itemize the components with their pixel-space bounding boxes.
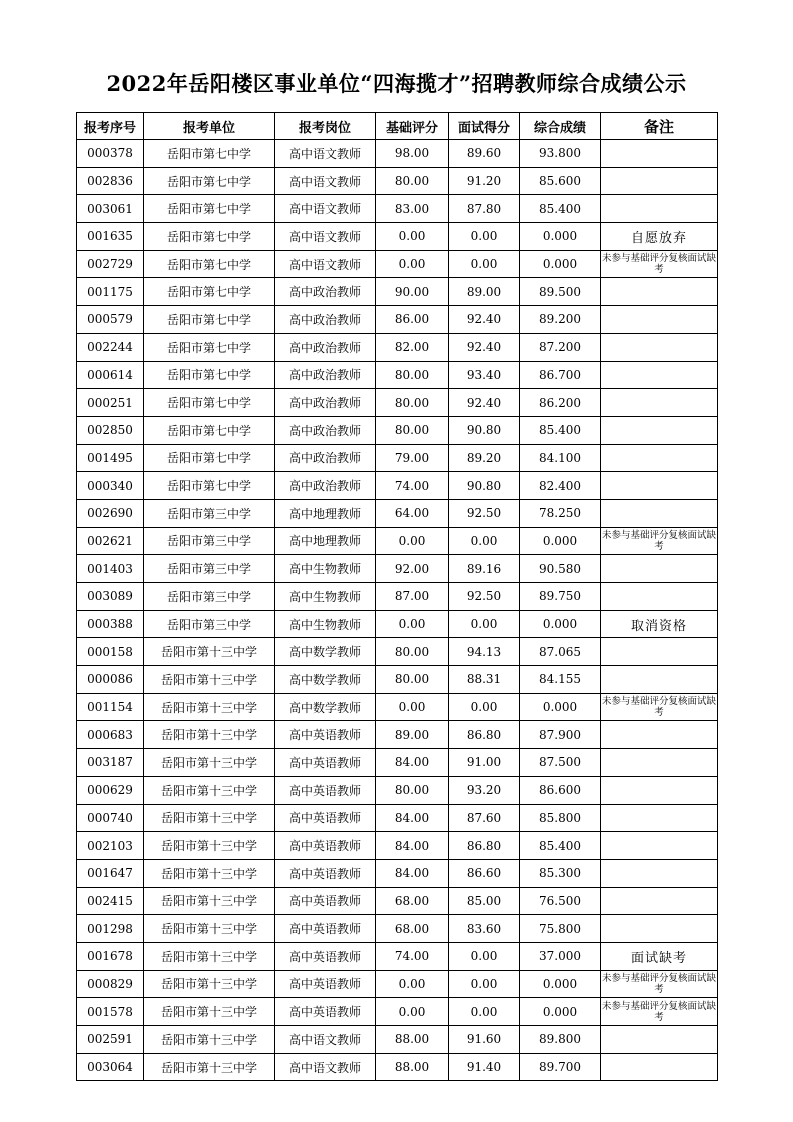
interview-score-cell: 92.50 bbox=[449, 499, 520, 527]
total-score-cell: 37.000 bbox=[520, 942, 601, 970]
base-score-cell: 84.00 bbox=[376, 749, 449, 777]
table-row bbox=[77, 555, 718, 583]
employer-cell: 岳阳市第十三中学 bbox=[144, 998, 275, 1026]
position-cell: 高中英语教师 bbox=[275, 721, 376, 749]
base-score-cell: 0.00 bbox=[376, 610, 449, 638]
total-score-cell: 89.750 bbox=[520, 583, 601, 611]
interview-score-cell: 83.60 bbox=[449, 915, 520, 943]
employer-cell: 岳阳市第三中学 bbox=[144, 555, 275, 583]
table-row bbox=[77, 250, 718, 278]
interview-score-cell: 89.60 bbox=[449, 140, 520, 168]
employer-cell: 岳阳市第十三中学 bbox=[144, 804, 275, 832]
application-no-cell: 002415 bbox=[77, 887, 144, 915]
application-no-cell: 002690 bbox=[77, 499, 144, 527]
application-no-cell: 000251 bbox=[77, 389, 144, 417]
remarks-cell bbox=[601, 444, 718, 472]
position-cell: 高中英语教师 bbox=[275, 887, 376, 915]
application-no-cell: 001678 bbox=[77, 942, 144, 970]
total-score-cell: 86.600 bbox=[520, 776, 601, 804]
header-employer: 报考单位 bbox=[144, 113, 275, 140]
base-score-cell: 88.00 bbox=[376, 1026, 449, 1054]
employer-cell: 岳阳市第十三中学 bbox=[144, 942, 275, 970]
total-score-cell: 90.580 bbox=[520, 555, 601, 583]
base-score-cell: 74.00 bbox=[376, 472, 449, 500]
total-score-cell: 85.300 bbox=[520, 859, 601, 887]
employer-cell: 岳阳市第十三中学 bbox=[144, 749, 275, 777]
application-no-cell: 002103 bbox=[77, 832, 144, 860]
interview-score-cell: 92.40 bbox=[449, 306, 520, 334]
remarks-cell bbox=[601, 499, 718, 527]
remarks-cell bbox=[601, 583, 718, 611]
interview-score-cell: 90.80 bbox=[449, 416, 520, 444]
remarks-cell: 未参与基础评分复核面试缺考 bbox=[601, 998, 718, 1026]
position-cell: 高中英语教师 bbox=[275, 832, 376, 860]
application-no-cell: 000579 bbox=[77, 306, 144, 334]
employer-cell: 岳阳市第十三中学 bbox=[144, 638, 275, 666]
remarks-cell: 未参与基础评分复核面试缺考 bbox=[601, 527, 718, 555]
employer-cell: 岳阳市第七中学 bbox=[144, 333, 275, 361]
employer-cell: 岳阳市第七中学 bbox=[144, 140, 275, 168]
interview-score-cell: 0.00 bbox=[449, 942, 520, 970]
remarks-cell bbox=[601, 804, 718, 832]
employer-cell: 岳阳市第十三中学 bbox=[144, 1053, 275, 1081]
position-cell: 高中政治教师 bbox=[275, 444, 376, 472]
position-cell: 高中英语教师 bbox=[275, 970, 376, 998]
table-row bbox=[77, 223, 718, 251]
table-row bbox=[77, 527, 718, 555]
employer-cell: 岳阳市第十三中学 bbox=[144, 776, 275, 804]
remarks-cell: 面试缺考 bbox=[601, 942, 718, 970]
remarks-cell bbox=[601, 776, 718, 804]
total-score-cell: 86.700 bbox=[520, 361, 601, 389]
position-cell: 高中英语教师 bbox=[275, 998, 376, 1026]
remarks-cell: 自愿放弃 bbox=[601, 223, 718, 251]
interview-score-cell: 0.00 bbox=[449, 223, 520, 251]
total-score-cell: 82.400 bbox=[520, 472, 601, 500]
base-score-cell: 88.00 bbox=[376, 1053, 449, 1081]
total-score-cell: 85.600 bbox=[520, 167, 601, 195]
total-score-cell: 85.400 bbox=[520, 832, 601, 860]
base-score-cell: 0.00 bbox=[376, 693, 449, 721]
total-score-cell: 78.250 bbox=[520, 499, 601, 527]
application-no-cell: 000683 bbox=[77, 721, 144, 749]
employer-cell: 岳阳市第十三中学 bbox=[144, 693, 275, 721]
total-score-cell: 84.100 bbox=[520, 444, 601, 472]
application-no-cell: 001578 bbox=[77, 998, 144, 1026]
interview-score-cell: 92.40 bbox=[449, 333, 520, 361]
base-score-cell: 0.00 bbox=[376, 527, 449, 555]
table-row bbox=[77, 693, 718, 721]
application-no-cell: 002591 bbox=[77, 1026, 144, 1054]
application-no-cell: 000614 bbox=[77, 361, 144, 389]
position-cell: 高中英语教师 bbox=[275, 749, 376, 777]
base-score-cell: 68.00 bbox=[376, 887, 449, 915]
remarks-cell bbox=[601, 472, 718, 500]
application-no-cell: 002836 bbox=[77, 167, 144, 195]
position-cell: 高中语文教师 bbox=[275, 1026, 376, 1054]
base-score-cell: 0.00 bbox=[376, 998, 449, 1026]
total-score-cell: 85.800 bbox=[520, 804, 601, 832]
base-score-cell: 80.00 bbox=[376, 638, 449, 666]
employer-cell: 岳阳市第三中学 bbox=[144, 527, 275, 555]
interview-score-cell: 89.20 bbox=[449, 444, 520, 472]
remarks-cell bbox=[601, 915, 718, 943]
position-cell: 高中政治教师 bbox=[275, 389, 376, 417]
interview-score-cell: 91.60 bbox=[449, 1026, 520, 1054]
table-row bbox=[77, 278, 718, 306]
base-score-cell: 64.00 bbox=[376, 499, 449, 527]
table-row bbox=[77, 915, 718, 943]
interview-score-cell: 0.00 bbox=[449, 970, 520, 998]
interview-score-cell: 91.40 bbox=[449, 1053, 520, 1081]
total-score-cell: 84.155 bbox=[520, 666, 601, 694]
interview-score-cell: 89.16 bbox=[449, 555, 520, 583]
base-score-cell: 89.00 bbox=[376, 721, 449, 749]
position-cell: 高中数学教师 bbox=[275, 638, 376, 666]
table-row bbox=[77, 416, 718, 444]
base-score-cell: 80.00 bbox=[376, 389, 449, 417]
base-score-cell: 80.00 bbox=[376, 416, 449, 444]
interview-score-cell: 91.00 bbox=[449, 749, 520, 777]
base-score-cell: 80.00 bbox=[376, 167, 449, 195]
employer-cell: 岳阳市第七中学 bbox=[144, 389, 275, 417]
interview-score-cell: 0.00 bbox=[449, 693, 520, 721]
employer-cell: 岳阳市第三中学 bbox=[144, 583, 275, 611]
interview-score-cell: 85.00 bbox=[449, 887, 520, 915]
interview-score-cell: 93.40 bbox=[449, 361, 520, 389]
base-score-cell: 0.00 bbox=[376, 223, 449, 251]
application-no-cell: 000086 bbox=[77, 666, 144, 694]
table-row bbox=[77, 167, 718, 195]
table-row bbox=[77, 1053, 718, 1081]
position-cell: 高中语文教师 bbox=[275, 250, 376, 278]
total-score-cell: 87.200 bbox=[520, 333, 601, 361]
employer-cell: 岳阳市第十三中学 bbox=[144, 666, 275, 694]
table-row bbox=[77, 776, 718, 804]
position-cell: 高中数学教师 bbox=[275, 693, 376, 721]
position-cell: 高中数学教师 bbox=[275, 666, 376, 694]
header-position: 报考岗位 bbox=[275, 113, 376, 140]
position-cell: 高中政治教师 bbox=[275, 361, 376, 389]
base-score-cell: 90.00 bbox=[376, 278, 449, 306]
remarks-cell bbox=[601, 721, 718, 749]
employer-cell: 岳阳市第三中学 bbox=[144, 610, 275, 638]
application-no-cell: 000378 bbox=[77, 140, 144, 168]
employer-cell: 岳阳市第七中学 bbox=[144, 195, 275, 223]
remarks-cell: 取消资格 bbox=[601, 610, 718, 638]
application-no-cell: 003061 bbox=[77, 195, 144, 223]
remarks-cell bbox=[601, 887, 718, 915]
table-row bbox=[77, 638, 718, 666]
interview-score-cell: 86.80 bbox=[449, 721, 520, 749]
remarks-cell bbox=[601, 638, 718, 666]
total-score-cell: 89.700 bbox=[520, 1053, 601, 1081]
remarks-cell bbox=[601, 195, 718, 223]
remarks-cell bbox=[601, 167, 718, 195]
table-row bbox=[77, 832, 718, 860]
interview-score-cell: 0.00 bbox=[449, 527, 520, 555]
base-score-cell: 83.00 bbox=[376, 195, 449, 223]
position-cell: 高中英语教师 bbox=[275, 942, 376, 970]
interview-score-cell: 94.13 bbox=[449, 638, 520, 666]
table-row bbox=[77, 970, 718, 998]
interview-score-cell: 86.60 bbox=[449, 859, 520, 887]
application-no-cell: 000629 bbox=[77, 776, 144, 804]
application-no-cell: 001635 bbox=[77, 223, 144, 251]
table-row bbox=[77, 610, 718, 638]
total-score-cell: 76.500 bbox=[520, 887, 601, 915]
remarks-cell: 未参与基础评分复核面试缺考 bbox=[601, 693, 718, 721]
position-cell: 高中政治教师 bbox=[275, 416, 376, 444]
interview-score-cell: 93.20 bbox=[449, 776, 520, 804]
position-cell: 高中英语教师 bbox=[275, 915, 376, 943]
total-score-cell: 85.400 bbox=[520, 195, 601, 223]
total-score-cell: 0.000 bbox=[520, 527, 601, 555]
interview-score-cell: 86.80 bbox=[449, 832, 520, 860]
total-score-cell: 0.000 bbox=[520, 250, 601, 278]
application-no-cell: 003089 bbox=[77, 583, 144, 611]
employer-cell: 岳阳市第十三中学 bbox=[144, 832, 275, 860]
base-score-cell: 84.00 bbox=[376, 804, 449, 832]
table-row bbox=[77, 195, 718, 223]
total-score-cell: 0.000 bbox=[520, 693, 601, 721]
remarks-cell bbox=[601, 666, 718, 694]
base-score-cell: 82.00 bbox=[376, 333, 449, 361]
employer-cell: 岳阳市第三中学 bbox=[144, 499, 275, 527]
position-cell: 高中地理教师 bbox=[275, 527, 376, 555]
base-score-cell: 0.00 bbox=[376, 970, 449, 998]
base-score-cell: 79.00 bbox=[376, 444, 449, 472]
employer-cell: 岳阳市第七中学 bbox=[144, 306, 275, 334]
remarks-cell bbox=[601, 859, 718, 887]
table-row bbox=[77, 998, 718, 1026]
total-score-cell: 0.000 bbox=[520, 998, 601, 1026]
table-row bbox=[77, 472, 718, 500]
remarks-cell bbox=[601, 278, 718, 306]
position-cell: 高中语文教师 bbox=[275, 140, 376, 168]
table-row bbox=[77, 666, 718, 694]
employer-cell: 岳阳市第十三中学 bbox=[144, 721, 275, 749]
results-table bbox=[76, 112, 718, 1081]
employer-cell: 岳阳市第七中学 bbox=[144, 250, 275, 278]
base-score-cell: 80.00 bbox=[376, 776, 449, 804]
table-body bbox=[77, 140, 718, 1081]
table-header-row bbox=[77, 113, 718, 140]
table-row bbox=[77, 583, 718, 611]
table-row bbox=[77, 499, 718, 527]
employer-cell: 岳阳市第七中学 bbox=[144, 472, 275, 500]
interview-score-cell: 89.00 bbox=[449, 278, 520, 306]
remarks-cell bbox=[601, 1026, 718, 1054]
header-total-score: 综合成绩 bbox=[520, 113, 601, 140]
employer-cell: 岳阳市第十三中学 bbox=[144, 1026, 275, 1054]
remarks-cell bbox=[601, 389, 718, 417]
remarks-cell bbox=[601, 140, 718, 168]
interview-score-cell: 0.00 bbox=[449, 610, 520, 638]
position-cell: 高中英语教师 bbox=[275, 804, 376, 832]
total-score-cell: 93.800 bbox=[520, 140, 601, 168]
application-no-cell: 000340 bbox=[77, 472, 144, 500]
employer-cell: 岳阳市第七中学 bbox=[144, 167, 275, 195]
total-score-cell: 0.000 bbox=[520, 970, 601, 998]
remarks-cell: 未参与基础评分复核面试缺考 bbox=[601, 970, 718, 998]
interview-score-cell: 92.40 bbox=[449, 389, 520, 417]
position-cell: 高中语文教师 bbox=[275, 223, 376, 251]
position-cell: 高中地理教师 bbox=[275, 499, 376, 527]
table-row bbox=[77, 804, 718, 832]
position-cell: 高中生物教师 bbox=[275, 610, 376, 638]
total-score-cell: 87.065 bbox=[520, 638, 601, 666]
header-application-no: 报考序号 bbox=[77, 113, 144, 140]
base-score-cell: 68.00 bbox=[376, 915, 449, 943]
table-row bbox=[77, 721, 718, 749]
position-cell: 高中政治教师 bbox=[275, 306, 376, 334]
base-score-cell: 84.00 bbox=[376, 859, 449, 887]
position-cell: 高中语文教师 bbox=[275, 167, 376, 195]
application-no-cell: 003064 bbox=[77, 1053, 144, 1081]
table-row bbox=[77, 333, 718, 361]
employer-cell: 岳阳市第十三中学 bbox=[144, 915, 275, 943]
table-row bbox=[77, 140, 718, 168]
position-cell: 高中政治教师 bbox=[275, 333, 376, 361]
application-no-cell: 000829 bbox=[77, 970, 144, 998]
base-score-cell: 98.00 bbox=[376, 140, 449, 168]
remarks-cell: 未参与基础评分复核面试缺考 bbox=[601, 250, 718, 278]
interview-score-cell: 0.00 bbox=[449, 998, 520, 1026]
position-cell: 高中英语教师 bbox=[275, 776, 376, 804]
remarks-cell bbox=[601, 749, 718, 777]
total-score-cell: 0.000 bbox=[520, 223, 601, 251]
total-score-cell: 89.800 bbox=[520, 1026, 601, 1054]
application-no-cell: 001647 bbox=[77, 859, 144, 887]
position-cell: 高中语文教师 bbox=[275, 1053, 376, 1081]
table-row bbox=[77, 749, 718, 777]
total-score-cell: 89.200 bbox=[520, 306, 601, 334]
application-no-cell: 002621 bbox=[77, 527, 144, 555]
base-score-cell: 0.00 bbox=[376, 250, 449, 278]
remarks-cell bbox=[601, 555, 718, 583]
base-score-cell: 80.00 bbox=[376, 361, 449, 389]
application-no-cell: 001495 bbox=[77, 444, 144, 472]
interview-score-cell: 0.00 bbox=[449, 250, 520, 278]
remarks-cell bbox=[601, 333, 718, 361]
application-no-cell: 000388 bbox=[77, 610, 144, 638]
interview-score-cell: 92.50 bbox=[449, 583, 520, 611]
application-no-cell: 001403 bbox=[77, 555, 144, 583]
employer-cell: 岳阳市第七中学 bbox=[144, 278, 275, 306]
employer-cell: 岳阳市第十三中学 bbox=[144, 859, 275, 887]
header-interview-score: 面试得分 bbox=[449, 113, 520, 140]
position-cell: 高中生物教师 bbox=[275, 555, 376, 583]
interview-score-cell: 90.80 bbox=[449, 472, 520, 500]
employer-cell: 岳阳市第七中学 bbox=[144, 444, 275, 472]
position-cell: 高中政治教师 bbox=[275, 278, 376, 306]
table-row bbox=[77, 859, 718, 887]
interview-score-cell: 91.20 bbox=[449, 167, 520, 195]
application-no-cell: 001154 bbox=[77, 693, 144, 721]
position-cell: 高中生物教师 bbox=[275, 583, 376, 611]
application-no-cell: 002244 bbox=[77, 333, 144, 361]
position-cell: 高中英语教师 bbox=[275, 859, 376, 887]
interview-score-cell: 87.60 bbox=[449, 804, 520, 832]
remarks-cell bbox=[601, 416, 718, 444]
employer-cell: 岳阳市第十三中学 bbox=[144, 887, 275, 915]
base-score-cell: 80.00 bbox=[376, 666, 449, 694]
page-title: 2022年岳阳楼区事业单位“四海揽才”招聘教师综合成绩公示 bbox=[106, 71, 687, 96]
base-score-cell: 86.00 bbox=[376, 306, 449, 334]
employer-cell: 岳阳市第七中学 bbox=[144, 223, 275, 251]
total-score-cell: 89.500 bbox=[520, 278, 601, 306]
table-row bbox=[77, 389, 718, 417]
interview-score-cell: 88.31 bbox=[449, 666, 520, 694]
base-score-cell: 92.00 bbox=[376, 555, 449, 583]
remarks-cell bbox=[601, 832, 718, 860]
total-score-cell: 75.800 bbox=[520, 915, 601, 943]
application-no-cell: 000158 bbox=[77, 638, 144, 666]
total-score-cell: 87.900 bbox=[520, 721, 601, 749]
total-score-cell: 0.000 bbox=[520, 610, 601, 638]
base-score-cell: 84.00 bbox=[376, 832, 449, 860]
remarks-cell bbox=[601, 306, 718, 334]
total-score-cell: 87.500 bbox=[520, 749, 601, 777]
total-score-cell: 86.200 bbox=[520, 389, 601, 417]
base-score-cell: 74.00 bbox=[376, 942, 449, 970]
application-no-cell: 002850 bbox=[77, 416, 144, 444]
position-cell: 高中语文教师 bbox=[275, 195, 376, 223]
application-no-cell: 001175 bbox=[77, 278, 144, 306]
header-base-score: 基础评分 bbox=[376, 113, 449, 140]
remarks-cell bbox=[601, 361, 718, 389]
position-cell: 高中政治教师 bbox=[275, 472, 376, 500]
table-row bbox=[77, 361, 718, 389]
application-no-cell: 003187 bbox=[77, 749, 144, 777]
application-no-cell: 001298 bbox=[77, 915, 144, 943]
total-score-cell: 85.400 bbox=[520, 416, 601, 444]
table-row bbox=[77, 1026, 718, 1054]
table-row bbox=[77, 306, 718, 334]
application-no-cell: 002729 bbox=[77, 250, 144, 278]
employer-cell: 岳阳市第七中学 bbox=[144, 416, 275, 444]
application-no-cell: 000740 bbox=[77, 804, 144, 832]
table-row bbox=[77, 444, 718, 472]
employer-cell: 岳阳市第七中学 bbox=[144, 361, 275, 389]
interview-score-cell: 87.80 bbox=[449, 195, 520, 223]
remarks-cell bbox=[601, 1053, 718, 1081]
table-row bbox=[77, 887, 718, 915]
table-row bbox=[77, 942, 718, 970]
base-score-cell: 87.00 bbox=[376, 583, 449, 611]
header-remarks: 备注 bbox=[601, 113, 718, 140]
employer-cell: 岳阳市第十三中学 bbox=[144, 970, 275, 998]
